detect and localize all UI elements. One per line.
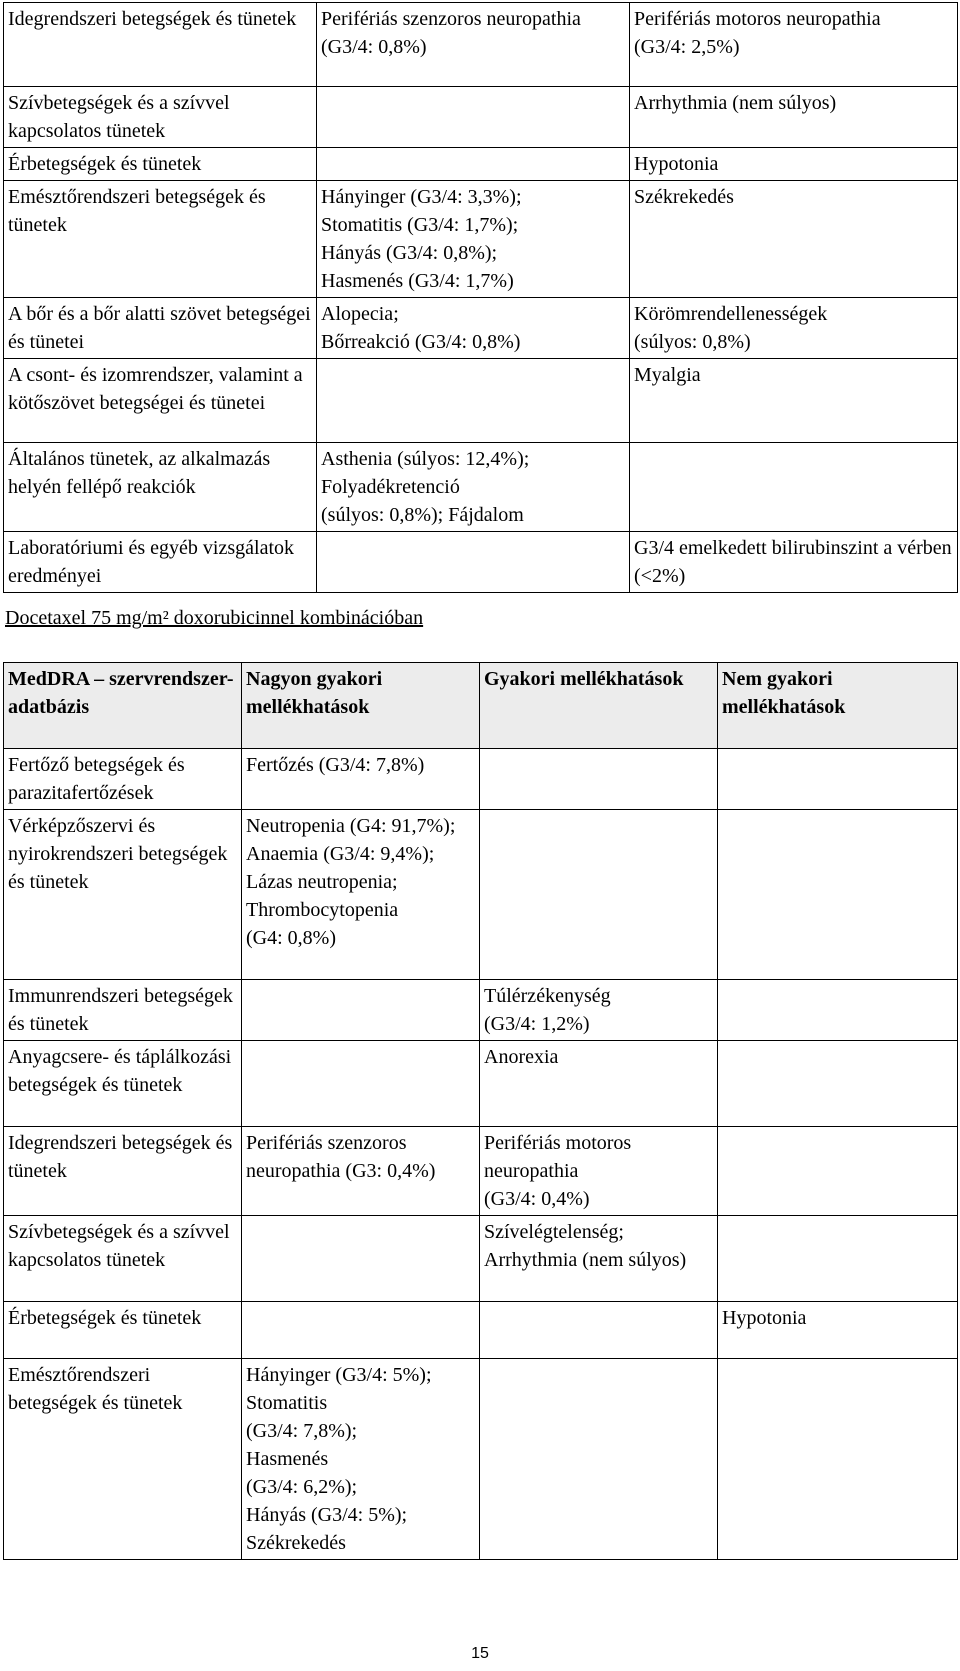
adverse-reactions-table-continued (3, 2, 958, 593)
common-cell: Anorexia (480, 1041, 718, 1127)
table-row (4, 181, 958, 298)
table-row (4, 1041, 958, 1127)
uncommon-reactions-cell: Perifériás motoros neuropathia (G3/4: 2,5%) (630, 3, 958, 87)
common-cell (480, 810, 718, 980)
table-row (4, 1127, 958, 1216)
uncommon-cell (718, 810, 958, 980)
organ-class-cell: Idegrendszeri betegségek és tünetek (4, 1127, 242, 1216)
organ-class-cell: Általános tünetek, az alkalmazás helyén fellépő reakciók (4, 443, 317, 532)
uncommon-cell (718, 980, 958, 1041)
organ-class-cell: Anyagcsere- és táplálkozási betegségek és tünetek (4, 1041, 242, 1127)
very-common-cell: Hányinger (G3/4: 5%); Stomatitis (G3/4: 7,8%); Hasmenés (G3/4: 6,2%); Hányás (G3/4: 5%); Székrekedés (242, 1359, 480, 1560)
common-cell: Túlérzékenység (G3/4: 1,2%) (480, 980, 718, 1041)
uncommon-cell (718, 1041, 958, 1127)
table-row (4, 810, 958, 980)
organ-class-cell: Idegrendszeri betegségek és tünetek (4, 3, 317, 87)
uncommon-cell: Hypotonia (718, 1302, 958, 1359)
uncommon-reactions-cell: Székrekedés (630, 181, 958, 298)
common-reactions-cell (317, 532, 630, 593)
common-reactions-cell: Hányinger (G3/4: 3,3%); Stomatitis (G3/4: 1,7%); Hányás (G3/4: 0,8%); Hasmenés (G3/4: 1,7%) (317, 181, 630, 298)
uncommon-cell (718, 1216, 958, 1302)
very-common-cell: Perifériás szenzoros neuropathia (G3: 0,4%) (242, 1127, 480, 1216)
common-cell (480, 1359, 718, 1560)
organ-class-cell: Érbetegségek és tünetek (4, 148, 317, 181)
common-reactions-cell: Perifériás szenzoros neuropathia (G3/4: 0,8%) (317, 3, 630, 87)
organ-class-cell: Érbetegségek és tünetek (4, 1302, 242, 1359)
table-row (4, 443, 958, 532)
column-header-organ-class: MedDRA – szervrendszer-adatbázis (4, 663, 242, 749)
uncommon-reactions-cell: Arrhythmia (nem súlyos) (630, 87, 958, 148)
table-row (4, 749, 958, 810)
uncommon-reactions-cell: Hypotonia (630, 148, 958, 181)
uncommon-reactions-cell (630, 443, 958, 532)
table-row (4, 532, 958, 593)
common-reactions-cell (317, 359, 630, 443)
organ-class-cell: Fertőző betegségek és parazitafertőzések (4, 749, 242, 810)
table-row (4, 3, 958, 87)
table-row (4, 1359, 958, 1560)
very-common-cell: Fertőzés (G3/4: 7,8%) (242, 749, 480, 810)
very-common-cell (242, 1216, 480, 1302)
uncommon-cell (718, 749, 958, 810)
table-row (4, 298, 958, 359)
organ-class-cell: A bőr és a bőr alatti szövet betegségei és tünetei (4, 298, 317, 359)
page-number: 15 (471, 1645, 489, 1662)
table-header-row (4, 663, 958, 749)
common-cell (480, 1302, 718, 1359)
uncommon-reactions-cell: Myalgia (630, 359, 958, 443)
very-common-cell (242, 980, 480, 1041)
very-common-cell (242, 1302, 480, 1359)
column-header-uncommon: Nem gyakori mellékhatások (718, 663, 958, 749)
column-header-common: Gyakori mellékhatások (480, 663, 718, 749)
organ-class-cell: Laboratóriumi és egyéb vizsgálatok eredményei (4, 532, 317, 593)
uncommon-reactions-cell: Körömrendellenességek (súlyos: 0,8%) (630, 298, 958, 359)
common-cell (480, 749, 718, 810)
uncommon-reactions-cell: G3/4 emelkedett bilirubinszint a vérben (<2%) (630, 532, 958, 593)
common-cell: Perifériás motoros neuropathia (G3/4: 0,4%) (480, 1127, 718, 1216)
uncommon-cell (718, 1359, 958, 1560)
table-row (4, 87, 958, 148)
organ-class-cell: Emésztőrendszeri betegségek és tünetek (4, 181, 317, 298)
very-common-cell (242, 1041, 480, 1127)
table-row (4, 980, 958, 1041)
common-cell: Szívelégtelenség; Arrhythmia (nem súlyos) (480, 1216, 718, 1302)
common-reactions-cell (317, 87, 630, 148)
organ-class-cell: Vérképzőszervi és nyirokrendszeri betegségek és tünetek (4, 810, 242, 980)
organ-class-cell: Szívbetegségek és a szívvel kapcsolatos tünetek (4, 1216, 242, 1302)
common-reactions-cell: Alopecia; Bőrreakció (G3/4: 0,8%) (317, 298, 630, 359)
adverse-reactions-table (3, 662, 958, 1560)
organ-class-cell: Szívbetegségek és a szívvel kapcsolatos tünetek (4, 87, 317, 148)
organ-class-cell: Emésztőrendszeri betegségek és tünetek (4, 1359, 242, 1560)
very-common-cell: Neutropenia (G4: 91,7%); Anaemia (G3/4: 9,4%); Lázas neutropenia; Thrombocytopenia (G4: 0,8%) (242, 810, 480, 980)
uncommon-cell (718, 1127, 958, 1216)
common-reactions-cell: Asthenia (súlyos: 12,4%); Folyadékretenció (súlyos: 0,8%); Fájdalom (317, 443, 630, 532)
column-header-very-common: Nagyon gyakori mellékhatások (242, 663, 480, 749)
organ-class-cell: Immunrendszeri betegségek és tünetek (4, 980, 242, 1041)
organ-class-cell: A csont- és izomrendszer, valamint a kötőszövet betegségei és tünetei (4, 359, 317, 443)
table-row (4, 359, 958, 443)
table-row (4, 1302, 958, 1359)
section-heading: Docetaxel 75 mg/m² doxorubicinnel kombinációban (5, 607, 424, 629)
table-row (4, 1216, 958, 1302)
common-reactions-cell (317, 148, 630, 181)
table-row (4, 148, 958, 181)
